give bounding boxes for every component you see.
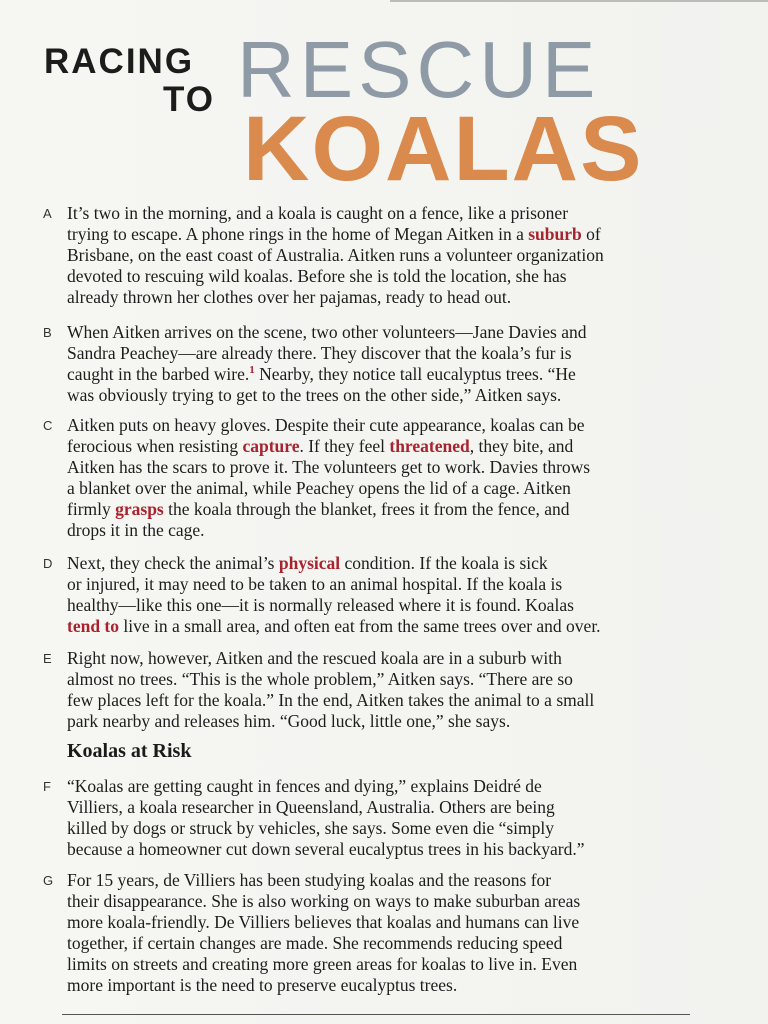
vocab-word: grasps (115, 499, 164, 519)
text-run: killed by dogs or struck by vehicles, she says. Some even die “simply (67, 818, 555, 838)
text-line (67, 364, 707, 385)
text-run: Aitken has the scars to prove it. The volunteers get to work. Davies throws (67, 457, 591, 477)
text-run: more koala-friendly. De Villiers believes that koalas and humans can live (67, 912, 580, 932)
text-line (67, 818, 707, 839)
paragraph-d (43, 553, 707, 637)
text-run: “Koalas are getting caught in fences and dying,” explains Deidré de (67, 776, 542, 796)
title-koalas: KOALAS (243, 98, 644, 200)
text-run: trying to escape. A phone rings in the home of Megan Aitken in a (67, 224, 529, 244)
text-run: together, if certain changes are made. She recommends reducing speed (67, 933, 563, 953)
text-run: a blanket over the animal, while Peachey opens the lid of a cage. Aitken (67, 478, 571, 498)
paragraph-letter: C (43, 418, 53, 433)
text-line (67, 415, 707, 436)
title-to: TO (163, 80, 215, 119)
paragraph-b (43, 322, 707, 406)
text-run: condition. If the koala is sick (340, 553, 548, 573)
text-run: more important is the need to preserve eucalyptus trees. (67, 975, 458, 995)
text-line (67, 711, 707, 732)
paragraph-f (43, 776, 707, 860)
vocab-word: physical (278, 553, 341, 573)
text-line (67, 385, 707, 406)
text-run: It’s two in the morning, and a koala is caught on a fence, like a prisoner (67, 203, 569, 223)
title-racing: RACING (44, 42, 195, 81)
text-run: firmly (67, 499, 116, 519)
bottom-rule (62, 1014, 690, 1015)
text-run: the koala through the blanket, frees it from the fence, and (163, 499, 570, 519)
text-line (67, 553, 707, 574)
text-line (67, 891, 707, 912)
text-run: Villiers, a koala researcher in Queensland, Australia. Others are being (67, 797, 555, 817)
text-line (67, 520, 707, 541)
text-run: When Aitken arrives on the scene, two other volunteers—Jane Davies and (67, 322, 587, 342)
text-run: . If they feel (299, 436, 390, 456)
text-line (67, 343, 707, 364)
text-run: few places left for the koala.” In the end, Aitken takes the animal to a small (67, 690, 595, 710)
text-run: For 15 years, de Villiers has been studying koalas and the reasons for (67, 870, 552, 890)
text-line (67, 933, 707, 954)
text-run: or injured, it may need to be taken to an animal hospital. If the koala is (67, 574, 563, 594)
text-run: almost no trees. “This is the whole problem,” Aitken says. “There are so (67, 669, 573, 689)
paragraph-c (43, 415, 707, 541)
vocab-word: tend to (67, 616, 120, 636)
text-line (67, 287, 707, 308)
text-line (67, 436, 707, 457)
text-line (67, 478, 707, 499)
text-run: healthy—like this one—it is normally released where it is found. Koalas (67, 595, 574, 615)
text-line (67, 954, 707, 975)
text-run: park nearby and releases him. “Good luck, little one,” she says. (67, 711, 511, 731)
text-run: Next, they check the animal’s (67, 553, 279, 573)
paragraph-e (43, 648, 707, 732)
text-line (67, 203, 707, 224)
text-run: caught in the barbed wire. (67, 364, 250, 384)
text-run: Aitken puts on heavy gloves. Despite their cute appearance, koalas can be (67, 415, 585, 435)
text-run: Brisbane, on the east coast of Australia. Aitken runs a volunteer organization (67, 245, 604, 265)
paragraph-letter: E (43, 651, 52, 666)
text-run: live in a small area, and often eat from the same trees over and over. (119, 616, 601, 636)
text-run: drops it in the cage. (67, 520, 205, 540)
paragraph-letter: D (43, 556, 53, 571)
paragraph-letter: A (43, 206, 52, 221)
text-line (67, 975, 707, 996)
text-line (67, 616, 707, 637)
text-run: already thrown her clothes over her pajamas, ready to head out. (67, 287, 512, 307)
text-line (67, 690, 707, 711)
paragraph-g (43, 870, 707, 996)
text-line (67, 322, 707, 343)
text-run: their disappearance. She is also working on ways to make suburban areas (67, 891, 581, 911)
text-line (67, 266, 707, 287)
text-run: , they bite, and (469, 436, 574, 456)
footnote-marker: 1 (249, 364, 255, 377)
text-run: Nearby, they notice tall eucalyptus trees. “He (254, 364, 576, 384)
paragraph-letter: G (43, 873, 54, 888)
vocab-word: threatened (389, 436, 470, 456)
text-line (67, 839, 707, 860)
text-run: of (581, 224, 601, 244)
text-line (67, 912, 707, 933)
text-line (67, 245, 707, 266)
text-run: devoted to rescuing wild koalas. Before she is told the location, she has (67, 266, 567, 286)
vocab-word: capture (242, 436, 300, 456)
text-line (67, 797, 707, 818)
text-line (67, 595, 707, 616)
paragraph-letter: B (43, 325, 52, 340)
text-run: because a homeowner cut down several eucalyptus trees in his backyard.” (67, 839, 585, 859)
text-line (67, 648, 707, 669)
text-line (67, 870, 707, 891)
text-run: Sandra Peachey—are already there. They discover that the koala’s fur is (67, 343, 572, 363)
text-line (67, 457, 707, 478)
text-run: Right now, however, Aitken and the rescued koala are in a suburb with (67, 648, 562, 668)
text-line (67, 224, 707, 245)
section-heading: Koalas at Risk (67, 740, 192, 762)
vocab-word: suburb (528, 224, 582, 244)
text-line (67, 574, 707, 595)
text-run: was obviously trying to get to the trees on the other side,” Aitken says. (67, 385, 562, 405)
paragraph-a (43, 203, 707, 308)
text-line (67, 776, 707, 797)
title-rescue: RESCUE (237, 25, 601, 114)
text-line (67, 499, 707, 520)
article-title (0, 0, 768, 200)
text-run: limits on streets and creating more green areas for koalas to live in. Even (67, 954, 578, 974)
text-line (67, 669, 707, 690)
text-run: ferocious when resisting (67, 436, 243, 456)
paragraph-letter: F (43, 779, 51, 794)
